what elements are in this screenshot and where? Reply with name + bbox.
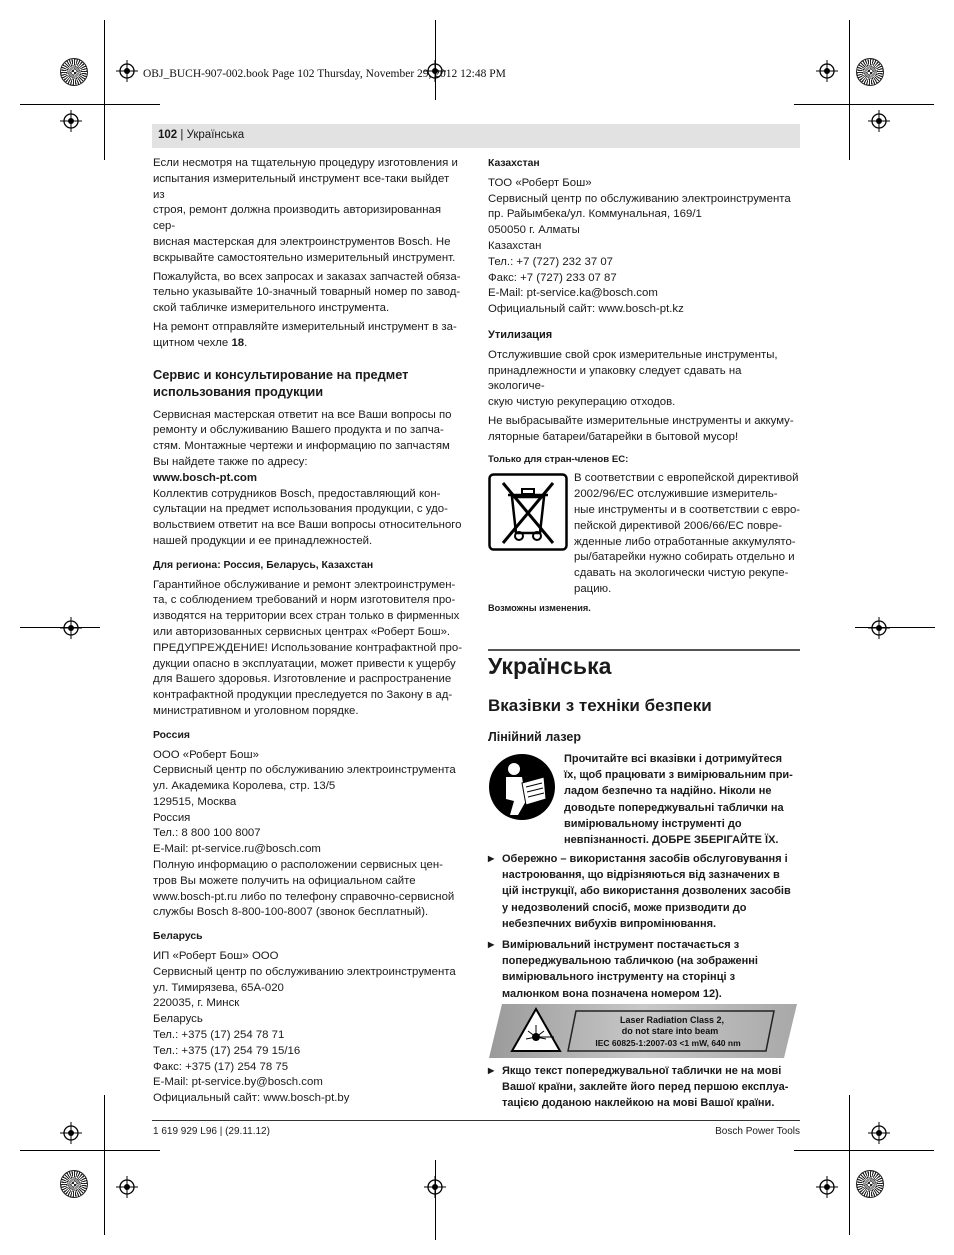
text-line: ул. Академика Королева, стр. 13/5 [153,780,336,793]
text-line: вимірювальному інструменті до [564,817,742,830]
text-line: Официальный сайт: www.bosch-pt.kz [488,303,684,316]
page-header [158,129,244,141]
service-url: www.bosch-pt.com [153,471,257,484]
text-line: ▶ Якщо текст попереджувальної таблички не на мові [502,1065,782,1077]
text-line: ТОО «Роберт Бош» [488,176,592,189]
eu-heading: Только для стран-членов ЕС: [488,453,629,465]
text-line: попереджувальною табличкою (на зображенні [502,955,758,968]
registration-mark-icon [116,60,138,82]
text-line: рацию. [574,582,612,595]
text-line: вскрывайте самостоятельно измерительный инструмент. [153,251,456,264]
russia-heading: Россия [153,729,190,741]
text-line: Коллектив сотрудников Bosch, предоставляющий кон- [153,487,441,500]
text-line: Прочитайте всі вказівки і дотримуйтеся [564,753,783,765]
warning-bullet-1 [488,851,800,932]
text-line: Вашої країни, заклейте його перед першою експлуа- [502,1081,789,1094]
text-line: ПРЕДУПРЕЖДЕНИЕ! Использование контрафактной про- [153,641,463,654]
text-line: Официальный сайт: www.bosch-pt.by [153,1092,350,1105]
region-heading: Для региона: Россия, Беларусь, Казахстан [153,559,374,571]
russia-address [153,748,463,922]
label-line-1: Laser Radiation Class 2, [619,1015,725,1025]
text-line: испытания измерительный инструмент все-таки выйдет из [153,172,450,201]
disposal-paragraph-1 [488,348,800,411]
text-line: или авторизованных сервисных центрах «Роберт Бош». [153,625,451,638]
warning-bullet-3 [488,1063,800,1112]
eu-block [488,471,800,599]
right-column [488,156,800,621]
region-paragraph [153,578,463,720]
text-line: ООО «Роберт Бош» [153,748,259,761]
page-number: 102 [158,129,178,141]
text-line: Тел.: +375 (17) 254 79 15/16 [153,1044,301,1057]
text-line: принадлежности и упаковку следует сдавать на экологиче- [488,364,742,393]
text-line: пейской директивой 2006/66/ЕС повре- [574,519,783,532]
text-line: тацією доданою наклейкою на мові Вашої країни. [502,1097,775,1110]
registration-mark-icon [868,110,890,132]
text-line: ИП «Роберт Бош» ООО [153,950,279,963]
registration-mark-icon [424,1176,446,1198]
text-line: дукции опасно в эксплуатации, может привести к ущербу [153,657,456,670]
disposal-heading: Утилизация [488,328,553,341]
page-header-bar [152,124,800,148]
text-line: Факс: +375 (17) 254 78 75 [153,1060,289,1073]
kazakhstan-heading: Казахстан [488,158,540,169]
section-rule [488,649,800,651]
text-line: строя, ремонт должна производить авторизированная сер- [153,204,441,233]
text-line: Гарантийное обслуживание и ремонт электроинструмен- [153,578,456,591]
text-line: службы Bosch 8-800-100-8007 (звонок бесплатный). [153,906,429,919]
text-line: сультации на предмет использования продукции, с удо- [153,503,448,516]
laser-warning-label [488,1003,798,1059]
reference-number: 18 [231,336,245,349]
footer-doc-number: 1 619 929 L96 | (29.11.12) [153,1126,270,1137]
text-line: Беларусь [153,1013,203,1026]
language-title: Українська [488,653,612,679]
text-line: Тел.: +7 (727) 232 37 07 [488,255,613,268]
text-line: сдавать на экологически чистую рекупе- [574,567,789,580]
service-paragraph-1 [153,408,463,550]
header-separator: | [177,129,187,141]
belarus-address [153,949,463,1107]
registration-mark-icon [60,1122,82,1144]
color-rose-icon [60,58,88,86]
text-line: Вы найдете также по адресу: [153,455,308,468]
text-line: ляторные батареи/батарейки в бытовой мусор! [488,430,739,443]
text-line: ▶ Вимірювальний інструмент постачається з [502,939,740,952]
label-line-3: IEC 60825-1:2007-03 <1 mW, 640 nm [595,1038,741,1048]
text-line: Тел.: 8 800 100 8007 [153,827,261,840]
text-fragment: . [244,336,248,349]
text-line: На ремонт отправляйте измерительный инструмент в за- [153,320,457,333]
text-line: ладом безпечно та надійно. Ніколи не [564,785,772,798]
text-line: та, с соблюдением требований и норм изготовителя про- [153,594,456,607]
text-line: ул. Тимирязева, 65А-020 [153,981,284,994]
text-line: Отслужившие свой срок измерительные инструменты, [488,348,778,361]
ukrainian-section [488,652,800,1007]
text-line: Если несмотря на тщательную процедуру изготовления и [153,157,458,169]
text-line: тров Вы можете получить на официальном сайте [153,874,416,887]
text-line: настроювання, що відрізняються від зазначених в [502,869,780,882]
footer-rule [152,1120,800,1121]
label-line-2: do not stare into beam [621,1026,719,1036]
text-line: Тел.: +375 (17) 254 78 71 [153,1029,285,1042]
header-language: Українська [186,129,245,141]
text-line: ные инструменты и в соответствии с евро- [574,503,801,516]
color-rose-icon [60,1170,88,1198]
text-line: изводятся на территории всех стран только в фирменных [153,610,460,623]
service-heading [153,366,463,400]
text-line: Россия [153,811,191,824]
text-line: E-Mail: pt-service.by@bosch.com [153,1076,323,1089]
text-line: ской табличке измерительного инструмента. [153,302,390,315]
intro-paragraph-1 [153,156,463,267]
registration-mark-icon [60,110,82,132]
text-line: Сервисный центр по обслуживанию электроинструмента [153,764,456,777]
text-line: доводьте попереджувальні таблички на [564,801,784,814]
text-line: скую чистую рекуперацию отходов. [488,396,676,409]
repair-paragraph [153,320,463,352]
laser-heading: Лінійний лазер [488,730,582,744]
registration-mark-icon [116,1176,138,1198]
bullet-3-wrapper [488,1063,800,1117]
text-line: E-Mail: pt-service.ka@bosch.com [488,287,658,300]
text-line: Полную информацию о расположении сервисных цен- [153,859,443,872]
text-line: 2002/96/ЕС отслужившие измеритель- [574,488,778,501]
text-line: В соответствии с европейской директивой [574,472,799,485]
registration-mark-icon [868,1122,890,1144]
text-line: невпізнанності. ДОБРЕ ЗБЕРІГАЙТЕ ЇХ. [564,834,779,847]
safety-title: Вказівки з техніки безпеки [488,696,712,715]
text-line: Сервисный центр по обслуживанию электроинструмента [488,192,791,205]
left-column [153,156,463,1110]
read-instructions-text [564,751,802,848]
kazakhstan-address [488,176,800,318]
text-line: Факс: +7 (727) 233 07 87 [488,271,617,284]
text-line: Казахстан [488,239,542,252]
text-line: Пожалуйста, во всех запросах и заказах запчастей обяза- [153,270,461,283]
text-line: малюнком вона позначена номером 12). [502,987,722,1000]
text-line: пр. Райымбека/ул. Коммунальная, 169/1 [488,208,702,221]
changes-note: Возможны изменения. [488,603,591,614]
text-line: висная мастерская для электроинструментов Bosch. Не [153,235,451,248]
text-line: вимірювального інструменту на сторінці з [502,971,736,984]
text-line: www.bosch-pt.ru либо по телефону справочно-сервисной [153,890,455,903]
heading-line: использования продукции [153,383,324,399]
text-line: жденные либо отработанные аккумулято- [574,535,796,548]
text-line: 050050 г. Алматы [488,224,580,237]
text-line [153,336,463,352]
text-line: тельно указывайте 10-значный товарный номер по завод- [153,286,461,299]
text-line: у недозволений спосіб, може призводити до [502,901,747,914]
text-line: Сервисный центр по обслуживанию электроинструмента [153,965,456,978]
warning-bullet-2 [488,937,800,1002]
text-line: їх, щоб працювати з вимірювальним при- [564,769,793,782]
text-line: E-Mail: pt-service.ru@bosch.com [153,843,321,856]
color-rose-icon [856,1170,884,1198]
text-line: 129515, Москва [153,795,237,808]
eu-directive-text [574,471,802,597]
footer-brand: Bosch Power Tools [715,1126,800,1137]
book-info-line: OBJ_BUCH-907-002.book Page 102 Thursday, November 29, 2012 12:48 PM [143,68,506,80]
text-line: ремонту и обслуживанию Вашего продукта и по запча- [153,424,444,437]
read-instructions-block [488,751,800,851]
color-rose-icon [856,58,884,86]
crossed-out-wheelie-bin-icon [488,473,568,551]
text-line: министративном и уголовном порядке. [153,704,359,717]
registration-mark-icon [816,1176,838,1198]
text-line: 220035, г. Минск [153,997,240,1010]
text-line: нашей продукции и ее принадлежностей. [153,534,373,547]
read-manual-icon [488,753,556,821]
registration-mark-icon [60,617,82,639]
text-line: контрафактной продукции преследуется по Закону в ад- [153,689,453,702]
text-line: ▶ Обережно – використання засобів обслуговування і [502,853,788,865]
text-line: стям. Монтажные чертежи и информацию по запчастям [153,440,450,453]
text-line: ры/батарейки нужно собирать отдельно и [574,551,795,564]
intro-paragraph-2 [153,270,463,317]
text-line: небезпечних вибухів випромінювання. [502,917,717,930]
text-line: вольствием ответит на все Ваши вопросы относительного [153,519,462,532]
text-line: Не выбрасывайте измерительные инструменты и аккуму- [488,414,794,427]
belarus-heading: Беларусь [153,931,203,943]
text-line: Сервисная мастерская ответит на все Ваши вопросы по [153,408,452,421]
text-line: цій інструкції, або використання дозволених засобів [502,885,791,898]
heading-line: Сервис и консультирование на предмет [153,366,409,382]
registration-mark-icon [868,617,890,639]
disposal-paragraph-2 [488,414,800,446]
text-line: для Вашего здоровья. Изготовление и распространение [153,673,452,686]
text-fragment: щитном чехле [153,336,232,349]
registration-mark-icon [816,60,838,82]
